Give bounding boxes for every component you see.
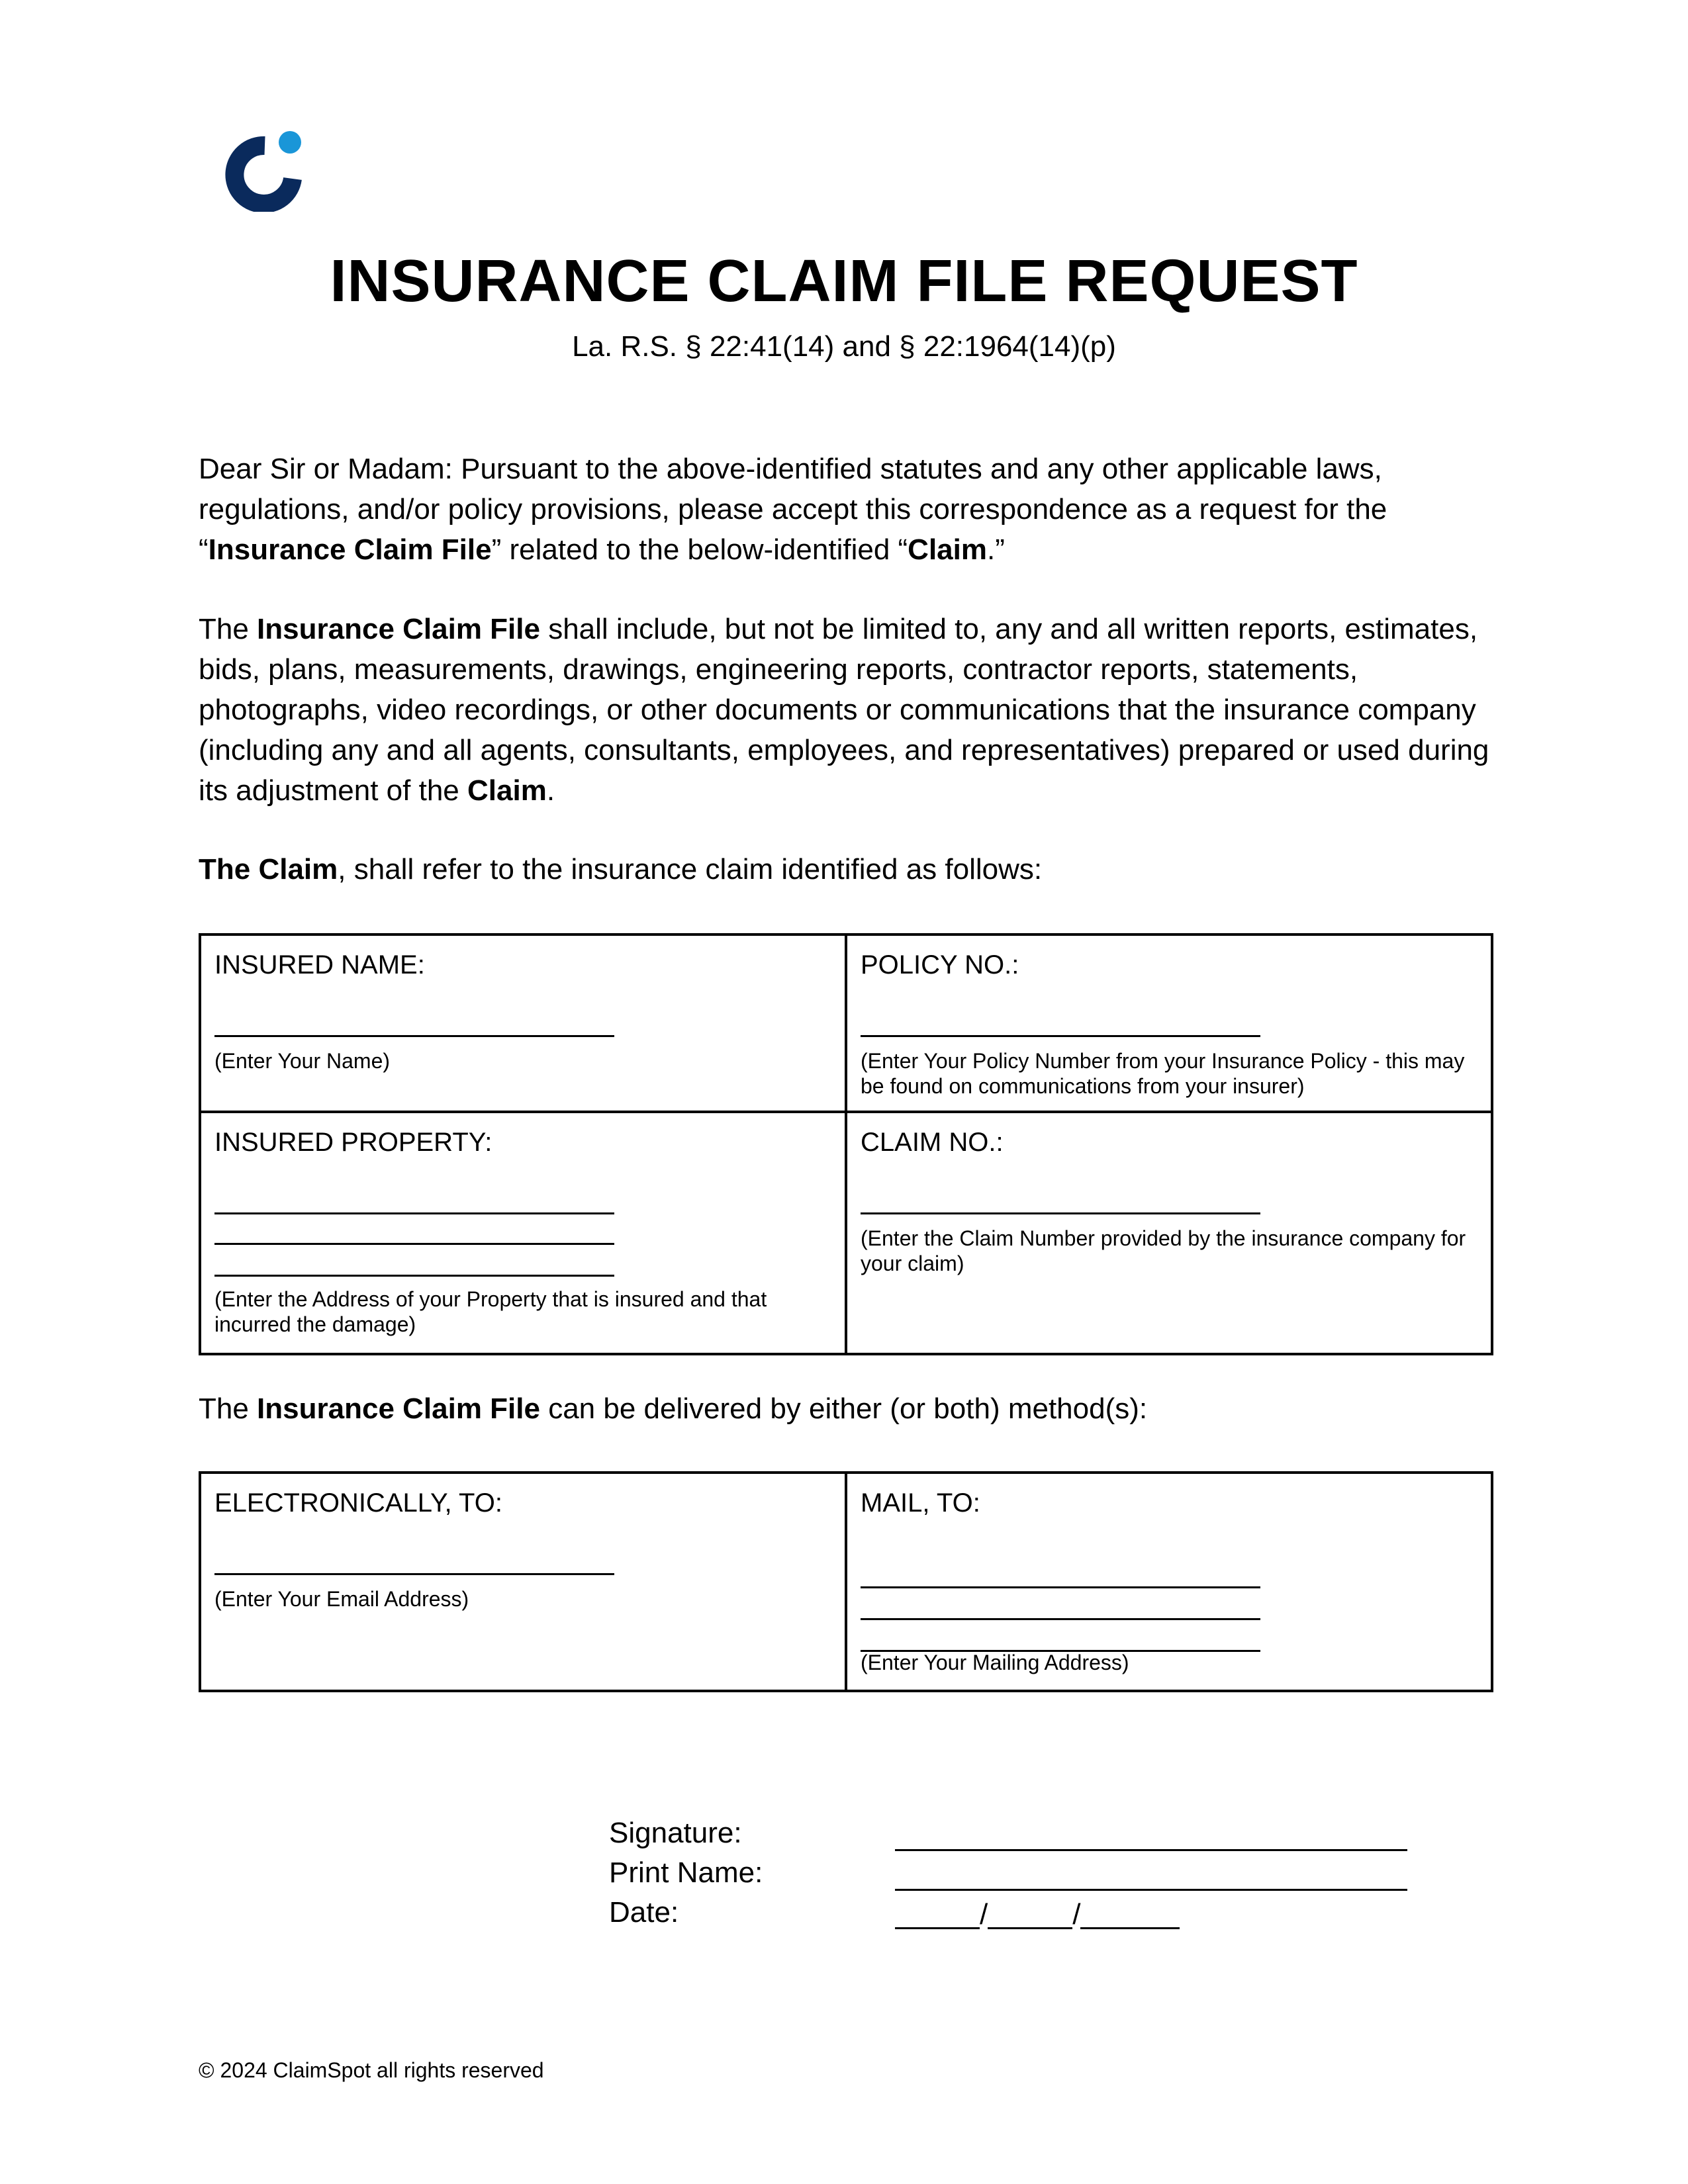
date-separator: / [980,1898,988,1931]
insured-property-label: INSURED PROPERTY: [214,1128,492,1157]
insured-name-cell[interactable] [200,934,846,1112]
print-name-line[interactable] [895,1889,1407,1891]
claim-no-hint: (Enter the Claim Number provided by the insurance company for your claim) [861,1226,1466,1275]
insured-property-line-2[interactable] [214,1243,614,1245]
electronic-delivery-cell[interactable] [200,1473,846,1691]
intro-paragraph: Dear Sir or Madam: Pursuant to the above-identified statutes and any other applicable laws, regulations, and/or policy provisions, please accept this correspondence as a request for the “Insurance Claim File” related to the below-identified “Claim.” [199,453,1387,566]
copyright-footer: © 2024 ClaimSpot all rights reserved [199,2058,544,2082]
claim-no-cell[interactable] [846,1112,1492,1354]
insured-property-hint: (Enter the Address of your Property that is insured and that incurred the damage) [214,1287,767,1336]
logo-dot [279,131,301,154]
date-field[interactable] [895,1894,1180,1929]
claim-no-label: CLAIM NO.: [861,1128,1004,1157]
claim-no-line[interactable] [861,1212,1260,1214]
email-line[interactable] [214,1573,614,1575]
policy-no-hint: (Enter Your Policy Number from your Insurance Policy - this may be found on communications from your insurer) [861,1049,1465,1098]
mail-delivery-cell[interactable] [846,1473,1492,1691]
email-hint: (Enter Your Email Address) [214,1587,469,1611]
policy-no-cell[interactable] [846,934,1492,1112]
claimspot-logo-icon [224,130,306,212]
delivery-table [199,1471,1493,1692]
date-year-line[interactable] [1080,1894,1180,1929]
date-month-line[interactable] [895,1894,980,1929]
electronic-delivery-label: ELECTRONICALLY, TO: [214,1488,502,1518]
print-name-label: Print Name: [609,1856,763,1889]
mail-delivery-label: MAIL, TO: [861,1488,980,1518]
mailing-address-line-2[interactable] [861,1618,1260,1620]
insured-name-label: INSURED NAME: [214,950,425,979]
insured-name-hint: (Enter Your Name) [214,1049,391,1073]
insured-property-cell[interactable] [200,1112,846,1354]
signature-label: Signature: [609,1817,742,1849]
claim-definition-paragraph: The Claim, shall refer to the insurance claim identified as follows: [199,853,1043,886]
claim-info-table [199,933,1493,1355]
statute-citation: La. R.S. § 22:41(14) and § 22:1964(14)(p) [572,330,1116,363]
insured-property-line-3[interactable] [214,1275,614,1277]
policy-no-label: POLICY NO.: [861,950,1019,979]
date-label: Date: [609,1896,679,1929]
claim-file-definition-paragraph: The Insurance Claim File shall include, but not be limited to, any and all written reports, estimates, bids, plans, measurements, drawings, engineering reports, contractor reports, statements, photographs, video recordings, or other documents or communications that the insurance company (including any and all agents, consultants, employees, and representatives) prepared or used during its adjustment of the Claim. [199,613,1489,807]
logo-arc [234,146,293,204]
delivery-paragraph: The Insurance Claim File can be delivered by either (or both) method(s): [199,1392,1148,1425]
insured-property-line-1[interactable] [214,1212,614,1214]
signature-line[interactable] [895,1849,1407,1851]
date-separator: / [1072,1898,1081,1931]
insured-name-line[interactable] [214,1035,614,1037]
mailing-address-line-1[interactable] [861,1586,1260,1588]
policy-no-line[interactable] [861,1035,1260,1037]
page-title: INSURANCE CLAIM FILE REQUEST [330,248,1358,314]
date-day-line[interactable] [988,1894,1072,1929]
mailing-address-hint: (Enter Your Mailing Address) [861,1651,1129,1674]
